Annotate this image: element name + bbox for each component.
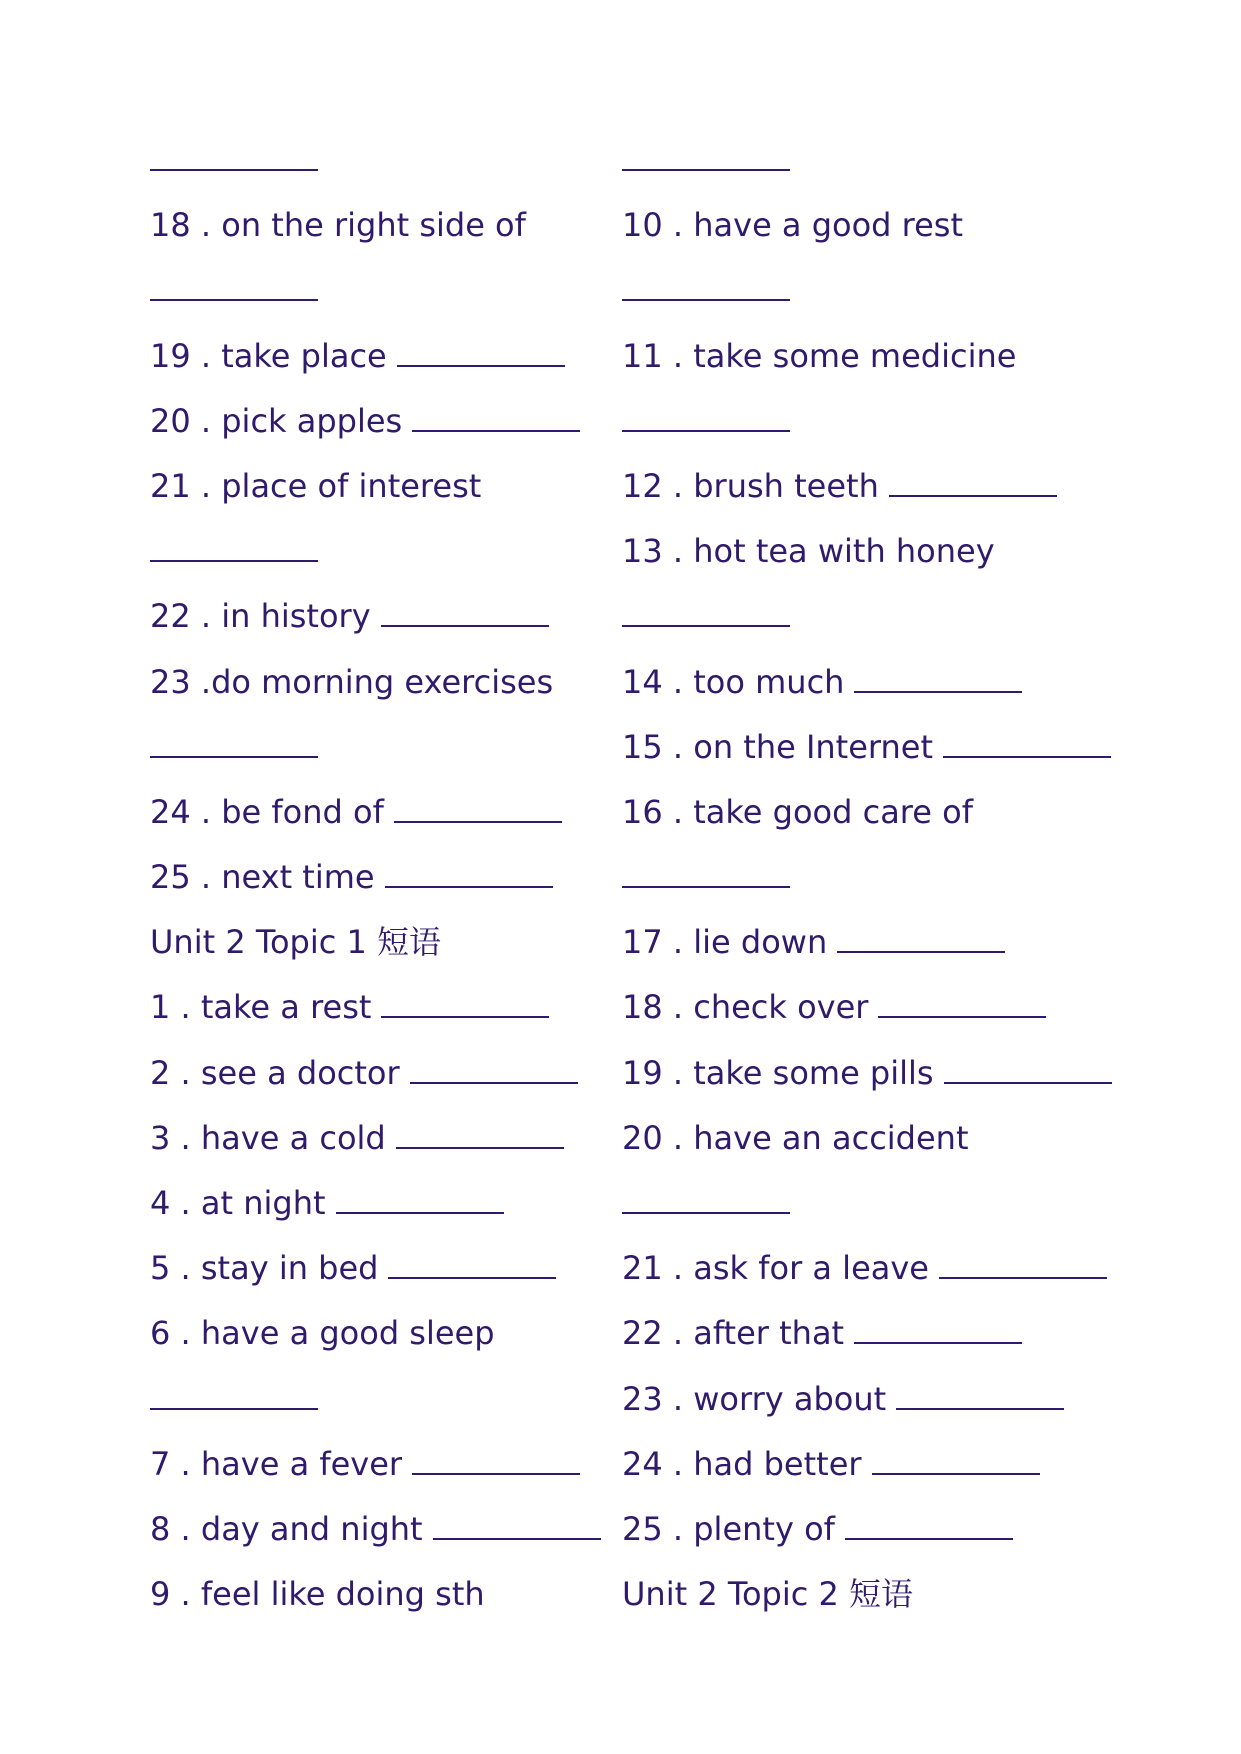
phrase-line — [150, 1106, 620, 1171]
phrase-text: 7 . have a fever — [150, 1444, 403, 1483]
answer-blank[interactable] — [388, 1277, 556, 1279]
phrase-line — [150, 1171, 620, 1236]
phrase-text: 19 . take place — [150, 336, 387, 375]
phrase-line — [150, 1236, 620, 1301]
answer-blank[interactable] — [396, 1147, 564, 1149]
answer-blank-line — [622, 258, 1092, 323]
phrase-line — [150, 910, 620, 975]
phrase-text: 14 . too much — [622, 662, 845, 701]
phrase-text: 13 . hot tea with honey — [622, 532, 995, 571]
phrase-text: 10 . have a good rest — [622, 206, 964, 245]
answer-blank-line — [150, 1367, 620, 1432]
answer-blank[interactable] — [412, 1473, 580, 1475]
phrase-text: 15 . on the Internet — [622, 727, 934, 766]
answer-blank[interactable] — [150, 299, 318, 301]
answer-blank[interactable] — [410, 1082, 578, 1084]
phrase-text: 6 . have a good sleep — [150, 1314, 495, 1353]
answer-blank[interactable] — [412, 430, 580, 432]
phrase-text: 4 . at night — [150, 1184, 326, 1222]
answer-blank[interactable] — [622, 299, 790, 301]
answer-blank[interactable] — [150, 560, 318, 562]
phrase-text: 21 . place of interest — [150, 466, 482, 505]
phrase-line — [150, 1041, 620, 1106]
answer-blank[interactable] — [944, 1082, 1112, 1084]
answer-blank[interactable] — [622, 886, 790, 888]
phrase-line — [622, 193, 1092, 258]
phrase-line — [622, 650, 1092, 715]
phrase-text: 19 . take some pills — [622, 1053, 934, 1092]
answer-blank[interactable] — [622, 1212, 790, 1214]
phrase-text: 18 . check over — [622, 988, 869, 1027]
phrase-line — [150, 1562, 620, 1627]
phrase-text: 22 . in history — [150, 597, 371, 636]
phrase-line — [150, 845, 620, 910]
answer-blank[interactable] — [622, 625, 790, 627]
phrase-text: 23 . worry about — [622, 1379, 887, 1418]
phrase-line — [150, 1432, 620, 1497]
phrase-line — [622, 1367, 1092, 1432]
phrase-line — [622, 1497, 1092, 1562]
phrase-line — [150, 454, 620, 519]
phrase-text: 8 . day and night — [150, 1509, 423, 1548]
answer-blank-line — [622, 584, 1092, 649]
phrase-line — [622, 1432, 1092, 1497]
answer-blank[interactable] — [889, 495, 1057, 497]
answer-blank-line — [150, 258, 620, 323]
phrase-line — [622, 975, 1092, 1040]
phrase-line — [150, 780, 620, 845]
answer-blank[interactable] — [150, 756, 318, 758]
phrase-line — [622, 780, 1092, 845]
phrase-text: 9 . feel like doing sth — [150, 1575, 485, 1614]
answer-blank[interactable] — [878, 1016, 1046, 1018]
phrase-line — [150, 324, 620, 389]
phrase-text: 17 . lie down — [622, 923, 828, 962]
answer-blank-line — [622, 389, 1092, 454]
phrase-line — [150, 650, 620, 715]
phrase-line — [622, 1236, 1092, 1301]
answer-blank[interactable] — [385, 886, 553, 888]
answer-blank-line — [150, 715, 620, 780]
phrase-text: Unit 2 Topic 1 短语 — [150, 923, 442, 962]
answer-blank-line — [622, 128, 1092, 193]
phrase-text: Unit 2 Topic 2 短语 — [622, 1575, 914, 1614]
phrase-text: 11 . take some medicine — [622, 336, 1017, 375]
phrase-text: 2 . see a doctor — [150, 1053, 400, 1092]
phrase-line — [150, 389, 620, 454]
answer-blank-line — [622, 1171, 1092, 1236]
answer-blank-line — [150, 519, 620, 584]
phrase-text: 20 . have an accident — [622, 1118, 969, 1157]
phrase-text: 1 . take a rest — [150, 988, 372, 1027]
answer-blank[interactable] — [622, 430, 790, 432]
answer-blank[interactable] — [381, 1016, 549, 1018]
phrase-text: 25 . next time — [150, 858, 375, 897]
answer-blank[interactable] — [150, 169, 318, 171]
answer-blank[interactable] — [939, 1277, 1107, 1279]
phrase-line — [150, 193, 620, 258]
phrase-line — [622, 454, 1092, 519]
phrase-line — [622, 1301, 1092, 1366]
phrase-line — [622, 1041, 1092, 1106]
answer-blank[interactable] — [854, 1342, 1022, 1344]
answer-blank[interactable] — [336, 1212, 504, 1214]
phrase-line — [150, 1301, 620, 1366]
phrase-line — [622, 324, 1092, 389]
phrase-line — [622, 1106, 1092, 1171]
answer-blank[interactable] — [854, 691, 1022, 693]
phrase-line — [150, 975, 620, 1040]
left-phrase-column — [150, 128, 620, 1627]
answer-blank[interactable] — [943, 756, 1111, 758]
phrase-line — [622, 1562, 1092, 1627]
phrase-text: 16 . take good care of — [622, 792, 973, 831]
answer-blank[interactable] — [394, 821, 562, 823]
right-phrase-column — [622, 128, 1092, 1627]
answer-blank[interactable] — [622, 169, 790, 171]
answer-blank[interactable] — [397, 365, 565, 367]
phrase-text: 22 . after that — [622, 1314, 845, 1353]
phrase-text: 21 . ask for a leave — [622, 1249, 929, 1288]
answer-blank[interactable] — [837, 951, 1005, 953]
phrase-text: 5 . stay in bed — [150, 1249, 379, 1288]
answer-blank[interactable] — [845, 1538, 1013, 1540]
answer-blank[interactable] — [381, 625, 549, 627]
phrase-text: 20 . pick apples — [150, 401, 403, 440]
answer-blank[interactable] — [872, 1473, 1040, 1475]
phrase-text: 18 . on the right side of — [150, 206, 526, 245]
answer-blank[interactable] — [433, 1538, 601, 1540]
phrase-text: 24 . had better — [622, 1444, 862, 1483]
phrase-text: 3 . have a cold — [150, 1118, 386, 1157]
answer-blank-line — [150, 128, 620, 193]
phrase-line — [150, 1497, 620, 1562]
answer-blank-line — [622, 845, 1092, 910]
phrase-line — [622, 519, 1092, 584]
phrase-text: 24 . be fond of — [150, 792, 384, 831]
answer-blank[interactable] — [150, 1408, 318, 1410]
phrase-line — [150, 584, 620, 649]
answer-blank[interactable] — [896, 1408, 1064, 1410]
phrase-text: 12 . brush teeth — [622, 466, 879, 505]
phrase-text: 25 . plenty of — [622, 1509, 835, 1548]
phrase-text: 23 .do morning exercises — [150, 662, 554, 701]
phrase-line — [622, 910, 1092, 975]
phrase-line — [622, 715, 1092, 780]
